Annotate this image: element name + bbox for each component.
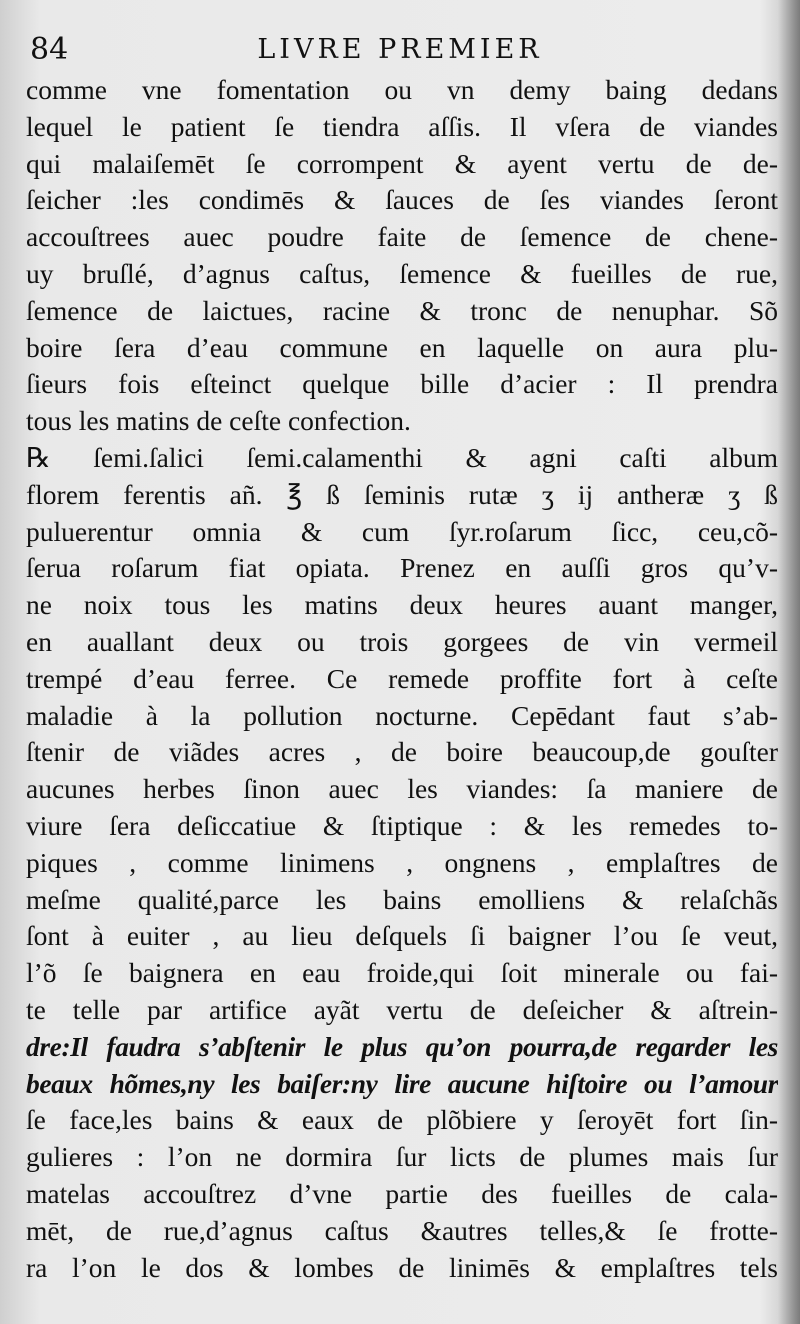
text-line: lequel le patient ſe tiendra aſſis. Il vſera de viandes — [26, 110, 778, 142]
text-line: matelas accouſtrez d’vne partie des fueilles de cala- — [26, 1177, 778, 1209]
text-line: accouſtrees auec poudre faite de ſemence de chene- — [26, 221, 778, 253]
text-line: ſemence de laictues, racine & tronc de nenuphar. Sõ — [26, 294, 778, 326]
page-header — [30, 32, 770, 72]
text-line: florem ferentis añ. ℥ ß ſeminis rutæ ʒ ij antheræ ʒ ß — [26, 478, 778, 510]
text-line: mēt, de rue,d’agnus caſtus &autres telles,& ſe frotte- — [26, 1214, 778, 1246]
body-text — [26, 72, 778, 1286]
text-line: ſont à euiter , au lieu deſquels ſi baigner l’ou ſe veut, — [26, 920, 778, 952]
text-line: ne noix tous les matins deux heures auant manger, — [26, 589, 778, 621]
text-line: qui malaiſemēt ſe corrompent & ayent vertu de de- — [26, 147, 778, 179]
text-line: trempé d’eau ferree. Ce remede proffite fort à ceſte — [26, 662, 778, 694]
text-line: beaux hõmes,ny les baiſer:ny lire aucune hiſtoire ou l’amour — [26, 1067, 778, 1099]
running-title: LIVRE PREMIER — [257, 34, 543, 65]
page-gutter-shadow — [778, 0, 800, 1324]
text-line: piques , comme linimens , ongnens , emplaſtres de — [26, 846, 778, 878]
text-line: dre:Il faudra s’abſtenir le plus qu’on pourra,de regarder les — [26, 1030, 778, 1062]
text-line: viure ſera deſiccatiue & ſtiptique : & les remedes to- — [26, 809, 778, 841]
text-line: ſieurs fois eſteinct quelque bille d’acier : Il prendra — [26, 368, 778, 400]
text-line: ra l’on le dos & lombes de linimēs & emplaſtres tels — [26, 1251, 778, 1283]
text-line: uy bruſlé, d’agnus caſtus, ſemence & fueilles de rue, — [26, 257, 778, 289]
text-line: ſerua roſarum fiat opiata. Prenez en auſſi gros qu’v- — [26, 552, 778, 584]
text-line: aucunes herbes ſinon auec les viandes: ſa maniere de — [26, 773, 778, 805]
text-line: ſtenir de viãdes acres , de boire beaucoup,de gouſter — [26, 736, 778, 768]
text-line: en auallant deux ou trois gorgees de vin vermeil — [26, 625, 778, 657]
text-line: gulieres : l’on ne dormira ſur licts de plumes mais ſur — [26, 1141, 778, 1173]
text-line: te telle par artifice ayãt vertu de deſeicher & aſtrein- — [26, 993, 778, 1025]
text-line: meſme qualité,parce les bains emolliens & relaſchãs — [26, 883, 778, 915]
text-line: boire ſera d’eau commune en laquelle on aura plu- — [26, 331, 778, 363]
text-line: ℞ ſemi.ſalici ſemi.calamenthi & agni caſti album — [26, 441, 778, 473]
text-line: l’õ ſe baignera en eau froide,qui ſoit minerale ou fai- — [26, 957, 778, 989]
text-line: ſe face,les bains & eaux de plõbiere y ſeroyēt fort ſin- — [26, 1104, 778, 1136]
text-line: ſeicher :les condimēs & ſauces de ſes viandes ſeront — [26, 184, 778, 216]
text-line: maladie à la pollution nocturne. Cepēdant faut s’ab- — [26, 699, 778, 731]
text-line: tous les matins de ceſte confection. — [26, 405, 411, 437]
text-line: puluerentur omnia & cum ſyr.roſarum ſicc, ceu,cõ- — [26, 515, 778, 547]
text-line: comme vne fomentation ou vn demy baing dedans — [26, 74, 778, 105]
page-number: 84 — [30, 32, 69, 67]
